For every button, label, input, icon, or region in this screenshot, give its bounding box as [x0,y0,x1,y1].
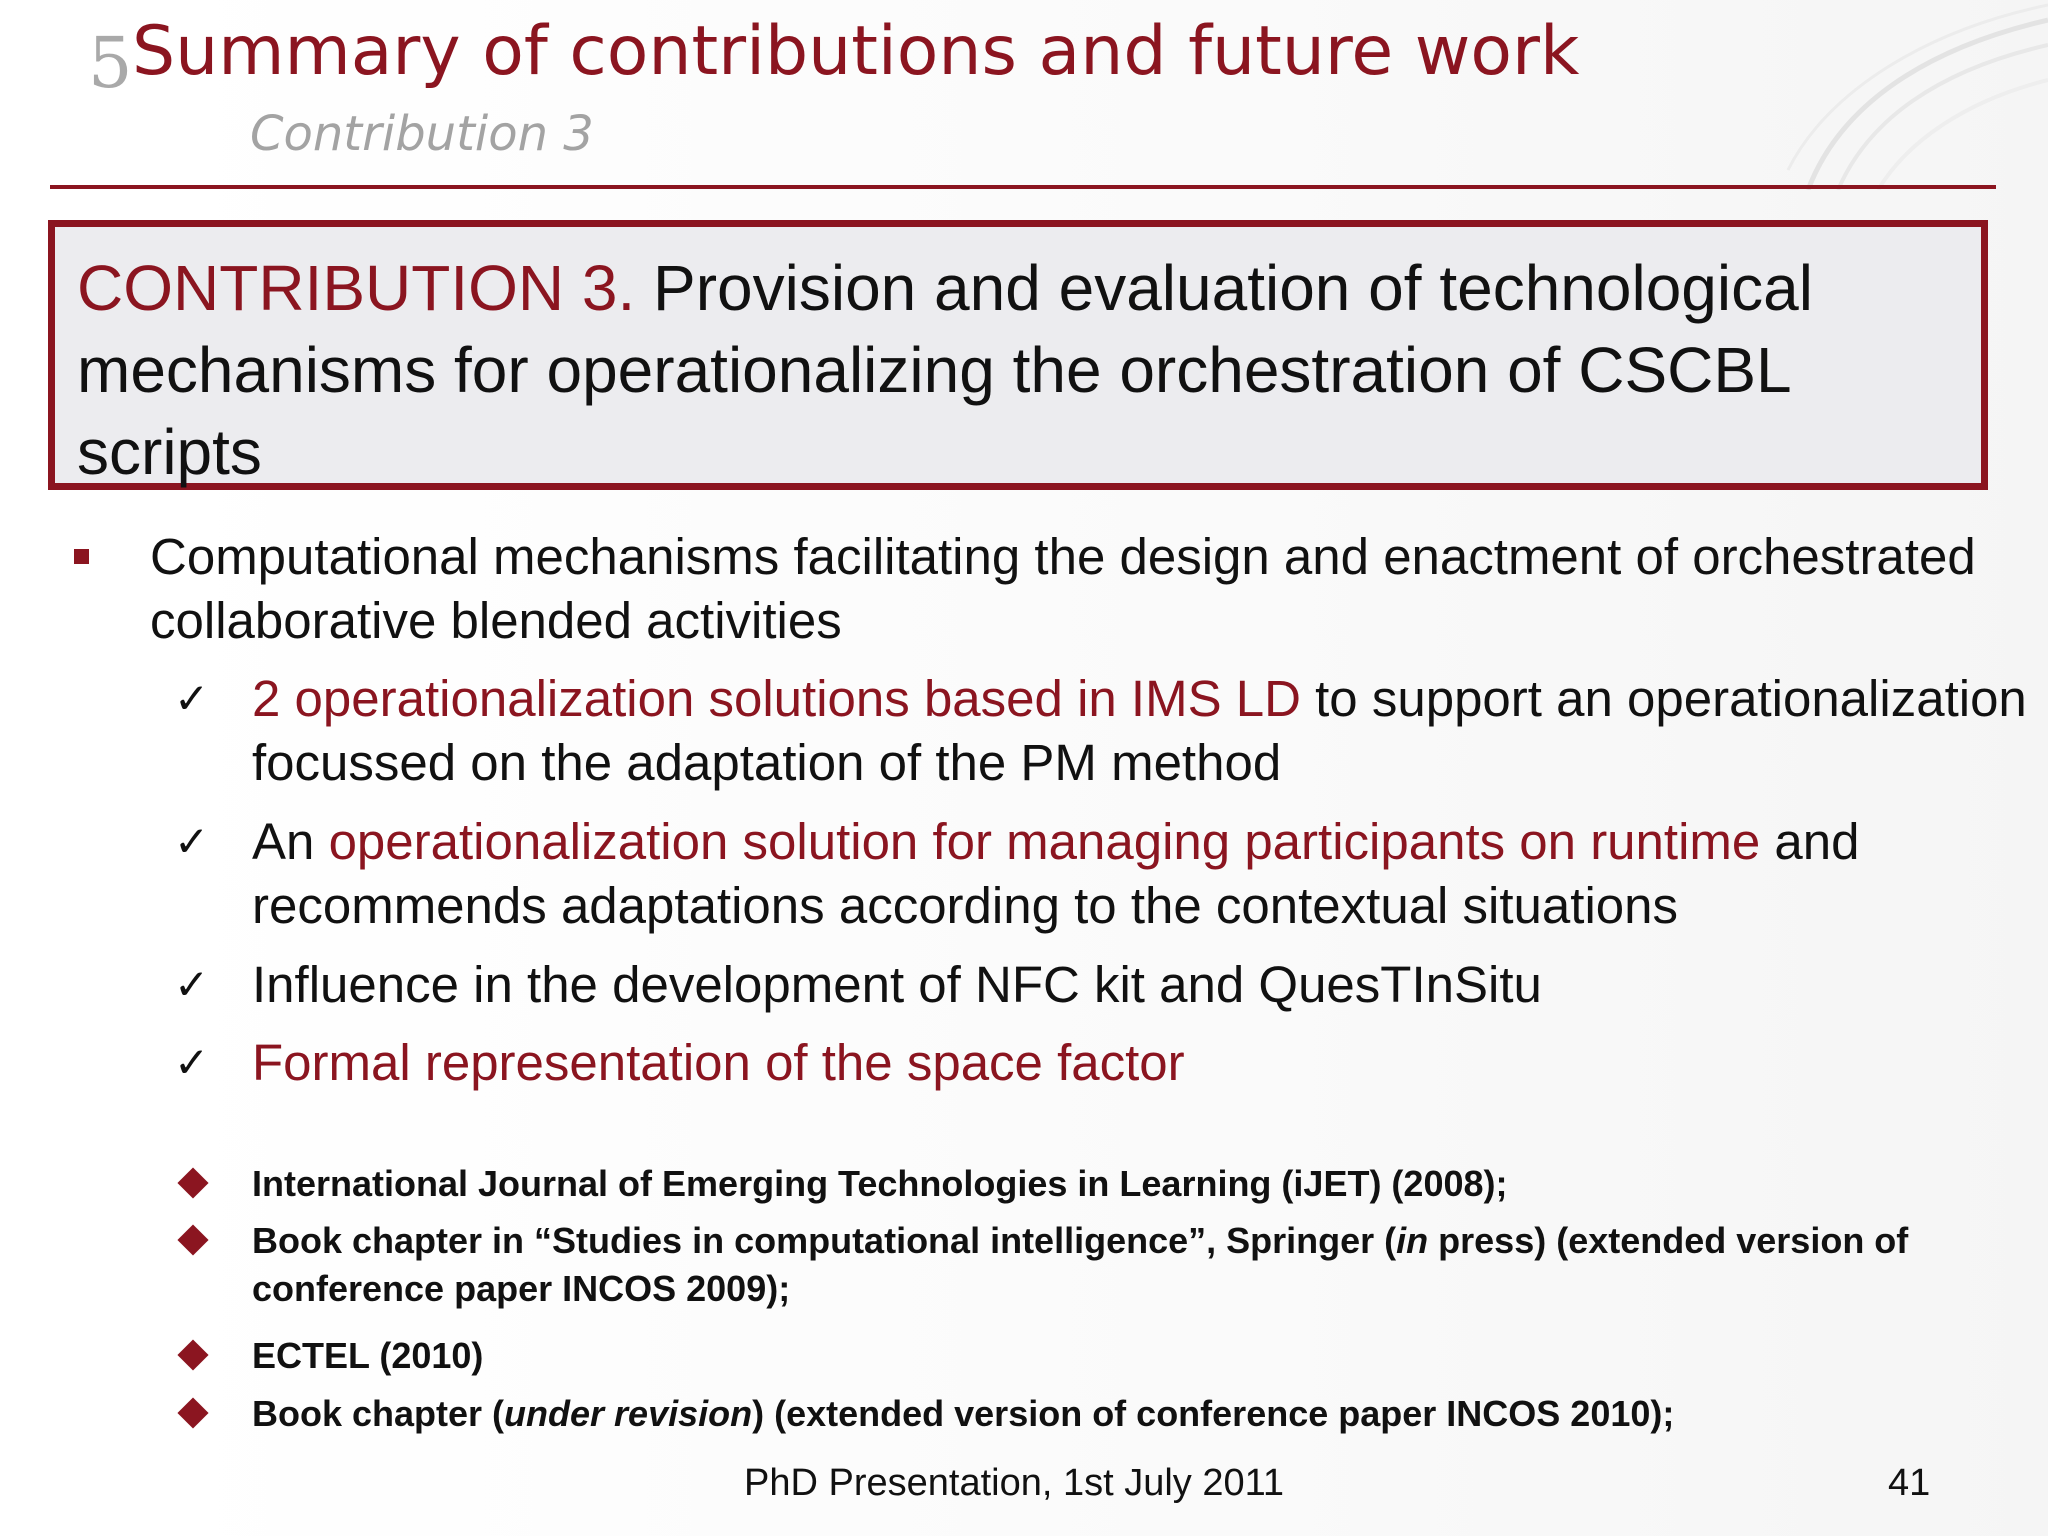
sub-bullet-highlight: 2 operationalization solutions based in IMS LD [252,670,1301,727]
diamond-bullet-icon [177,1167,208,1198]
sub-bullet-pre: An [252,813,329,870]
reference-text-post: ) (extended version of conference paper INCOS 2010); [752,1393,1675,1434]
reference-item [252,1332,2042,1380]
page-number: 41 [1888,1462,1931,1504]
main-bullet-text: Computational mechanisms facilitating the design and enactment of orchestrated collaborative blended activities [150,528,1976,649]
section-number: 5 [88,22,133,104]
sub-bullet-highlight: operationalization solution for managing participants on runtime [328,813,1761,870]
check-icon: ✓ [174,1038,210,1087]
title-divider [50,185,1996,189]
square-bullet-icon [74,549,89,564]
check-icon: ✓ [174,674,210,723]
sub-bullet [174,1031,2032,1095]
reference-text-pre: Book chapter in “Studies in computational intelligence”, Springer ( [252,1220,1397,1261]
check-icon: ✓ [174,817,210,866]
reference-text-post: press) (extended version of conference paper INCOS 2009); [252,1220,1909,1309]
reference-item [252,1390,2042,1438]
reference-text: ECTEL (2010) [252,1335,484,1376]
sub-bullet [174,953,2032,1017]
main-bullet [150,525,2020,653]
contribution-label: CONTRIBUTION 3. [77,252,636,324]
contribution-text: Provision and evaluation of technological mechanisms for operationalizing the orchestration of CSCBL scripts [77,252,1813,488]
sub-bullet-highlight: Formal representation of the space factor [252,1034,1185,1091]
slide-subtitle: Contribution 3 [250,106,594,162]
sub-bullet [174,667,2032,795]
reference-item [252,1217,2042,1313]
contribution-box [48,220,1988,490]
check-icon: ✓ [174,960,210,1009]
sub-bullet-pre: Influence in the development of NFC kit and QuesTInSitu [252,956,1542,1013]
slide-title: Summary of contributions and future work [132,12,1580,91]
reference-text-italic: under revision [504,1393,753,1434]
sub-bullet [174,810,2032,938]
reference-item [252,1160,2042,1208]
reference-text-pre: Book chapter ( [252,1393,505,1434]
sub-bullet-post: and recommends adaptations according to the contextual situations [252,813,1860,934]
diamond-bullet-icon [177,1224,208,1255]
diamond-bullet-icon [177,1339,208,1370]
reference-text-italic: in [1396,1220,1429,1261]
decorative-swoosh [1768,0,2048,190]
sub-bullet-post: to support an operationalization focussed on the adaptation of the PM method [252,670,2027,791]
diamond-bullet-icon [177,1397,208,1428]
reference-text: International Journal of Emerging Technologies in Learning (iJET) (2008); [252,1163,1508,1204]
footer-caption: PhD Presentation, 1st July 2011 [744,1462,1285,1504]
